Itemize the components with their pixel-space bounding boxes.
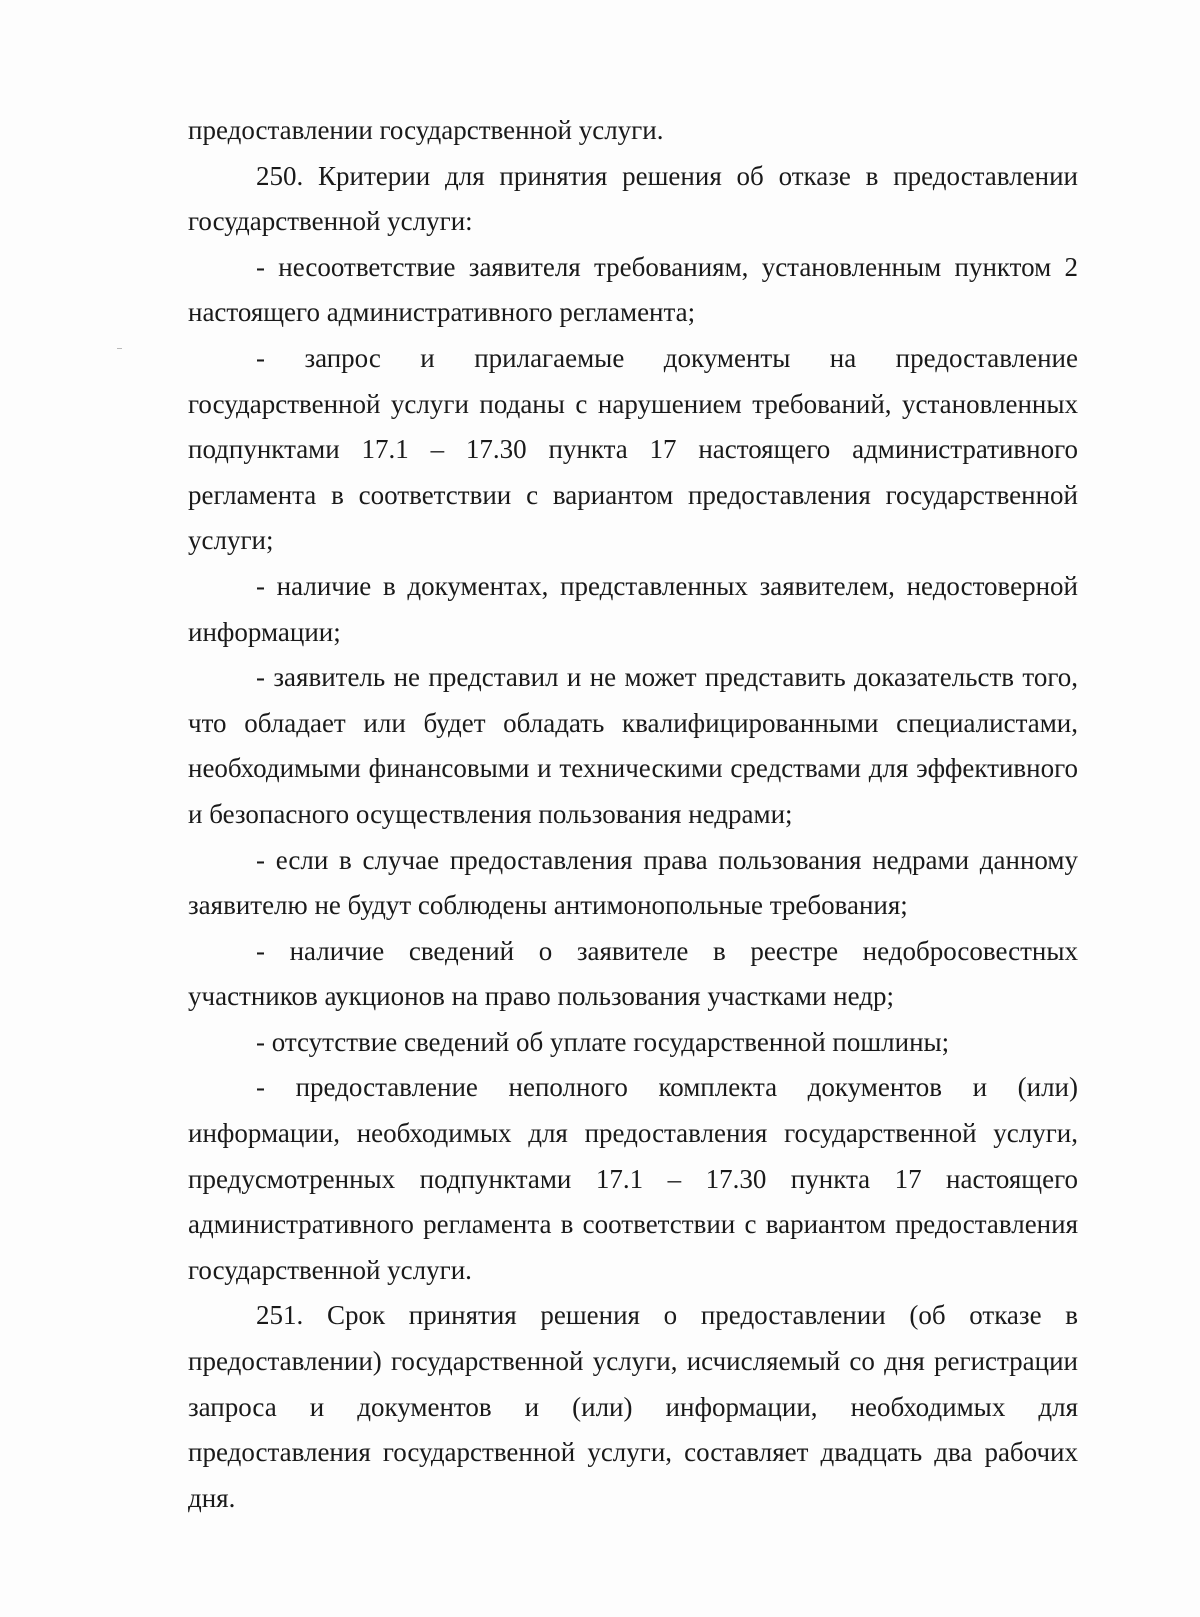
list-item-request-violation: - запрос и прилагаемые документы на предоставление государственной услуги поданы с нарушением требований, установленных подпунктами 17.1 – 17.30 пункта 17 настоящего административного регламента в соответствии с вариантом предоставления государственной услуги; [188,342,1078,556]
paragraph-251: 251. Срок принятия решения о предоставлении (об отказе в предоставлении) государственной услуги, исчисляемый со дня регистрации запроса и документов и (или) информации, необходимых для предоставления государственной услуги, составляет двадцать два рабочих дня. [188,1300,1078,1513]
paragraph-250: 250. Критерии для принятия решения об отказе в предоставлении государственной услуги: [188,160,1078,237]
list-item-false-information: - наличие в документах, представленных заявителем, недостоверной информации; [188,570,1078,647]
paragraph-continuation: предоставлении государственной услуги. [188,115,664,145]
list-item-antimonopoly: - если в случае предоставления права пользования недрами данному заявителю не будут соблюдены антимонопольные требования; [188,844,1078,921]
scan-artifact [117,348,122,349]
document-body [188,108,1078,1521]
list-item-no-evidence: - заявитель не представил и не может представить доказательств того, что обладает или будет обладать квалифицированными специалистами, необходимыми финансовыми и техническими средствами для эффективного и безопасного осуществления пользования недрами; [188,662,1078,829]
list-item-unfair-participants: - наличие сведений о заявителе в реестре недобросовестных участников аукционов на право пользования участками недр; [188,935,1078,1012]
list-item-no-fee-payment: - отсутствие сведений об уплате государственной пошлины; [256,1026,950,1057]
list-item-incomplete-documents: - предоставление неполного комплекта документов и (или) информации, необходимых для предоставления государственной услуги, предусмотренных подпунктами 17.1 – 17.30 пункта 17 настоящего административного регламента в соответствии с вариантом предоставления государственной услуги. [188,1072,1078,1285]
list-item-applicant-requirements: - несоответствие заявителя требованиям, установленным пунктом 2 настоящего административного регламента; [188,251,1078,328]
